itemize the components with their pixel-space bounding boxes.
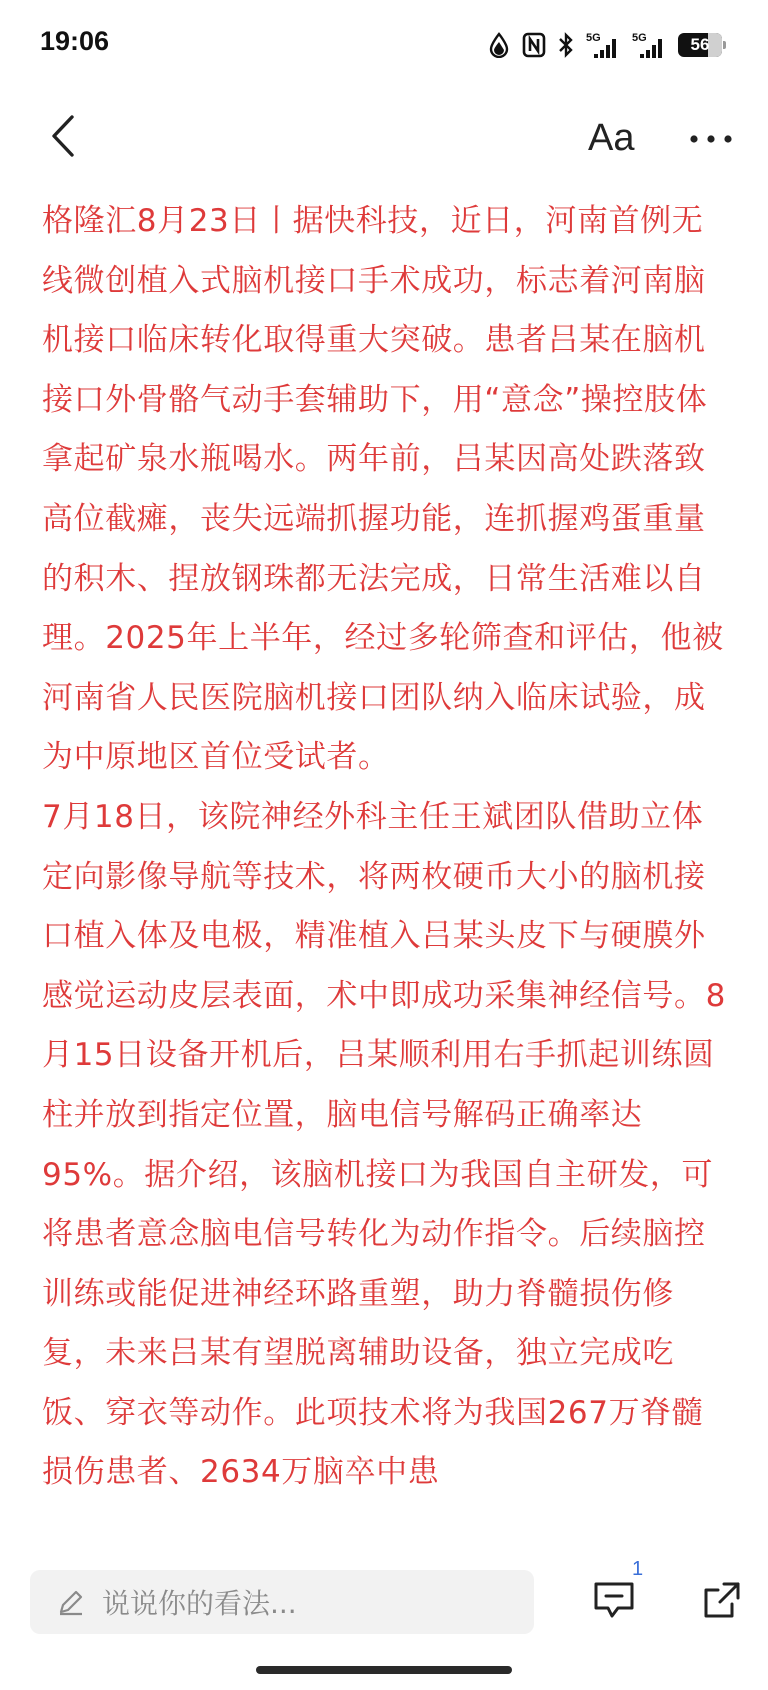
comment-count-badge: 1 — [632, 1558, 644, 1580]
article-body — [42, 192, 732, 1503]
comment-input[interactable] — [30, 1570, 534, 1634]
battery-icon — [678, 33, 722, 57]
status-time: 19:06 — [40, 26, 110, 56]
comment-placeholder: 说说你的看法... — [102, 1587, 297, 1620]
share-icon — [702, 1580, 742, 1624]
font-size-button[interactable]: Aa — [588, 117, 635, 159]
status-bar — [0, 0, 768, 92]
signal-5g-icon — [586, 30, 620, 60]
nfc-icon — [522, 32, 546, 58]
pen-icon — [56, 1587, 86, 1617]
svg-text:5G: 5G — [632, 32, 647, 44]
more-button[interactable] — [686, 110, 736, 166]
comment-icon — [592, 1579, 636, 1625]
article-paragraph: 格隆汇8月23日丨据快科技，近日，河南首例无线微创植入式脑机接口手术成功，标志着河南脑机接口临床转化取得重大突破。患者吕某在脑机接口外骨骼气动手套辅助下，用“意念”操控肢体拿起矿泉水瓶喝水。两年前，吕某因高处跌落致高位截瘫，丧失远端抓握功能，连抓握鸡蛋重量的积木、捏放钢珠都无法完成，日常生活难以自理。2025年上半年，经过多轮筛查和评估，他被河南省人民医院脑机接口团队纳入临床试验，成为中原地区首位受试者。 — [42, 203, 724, 776]
comments-button[interactable] — [586, 1574, 642, 1630]
share-button[interactable] — [694, 1574, 750, 1630]
home-indicator[interactable] — [256, 1666, 512, 1674]
water-drop-icon — [488, 32, 510, 58]
chevron-left-icon — [48, 114, 78, 162]
article-paragraph: 7月18日，该院神经外科主任王斌团队借助立体定向影像导航等技术，将两枚硬币大小的脑机接口植入体及电极，精准植入吕某头皮下与硬膜外感觉运动皮层表面，术中即成功采集神经信号。8月15日设备开机后，吕某顺利用右手抓起训练圆柱并放到指定位置，脑电信号解码正确率达95%。据介绍，该脑机接口为我国自主研发，可将患者意念脑电信号转化为动作指令。后续脑控训练或能促进神经环路重塑，助力脊髓损伤修复，未来吕某有望脱离辅助设备，独立完成吃饭、穿衣等动作。此项技术将为我国267万脊髓损伤患者、2634万脑卒中患 — [42, 798, 726, 1491]
bottom-bar — [0, 1556, 768, 1690]
back-button[interactable] — [38, 110, 88, 166]
status-icons — [488, 28, 722, 62]
signal-5g-icon — [632, 30, 666, 60]
nav-bar — [0, 100, 768, 176]
svg-text:5G: 5G — [586, 32, 601, 44]
more-horizontal-icon — [689, 129, 733, 148]
bluetooth-icon — [558, 32, 574, 58]
battery-level: 56 — [690, 35, 710, 54]
